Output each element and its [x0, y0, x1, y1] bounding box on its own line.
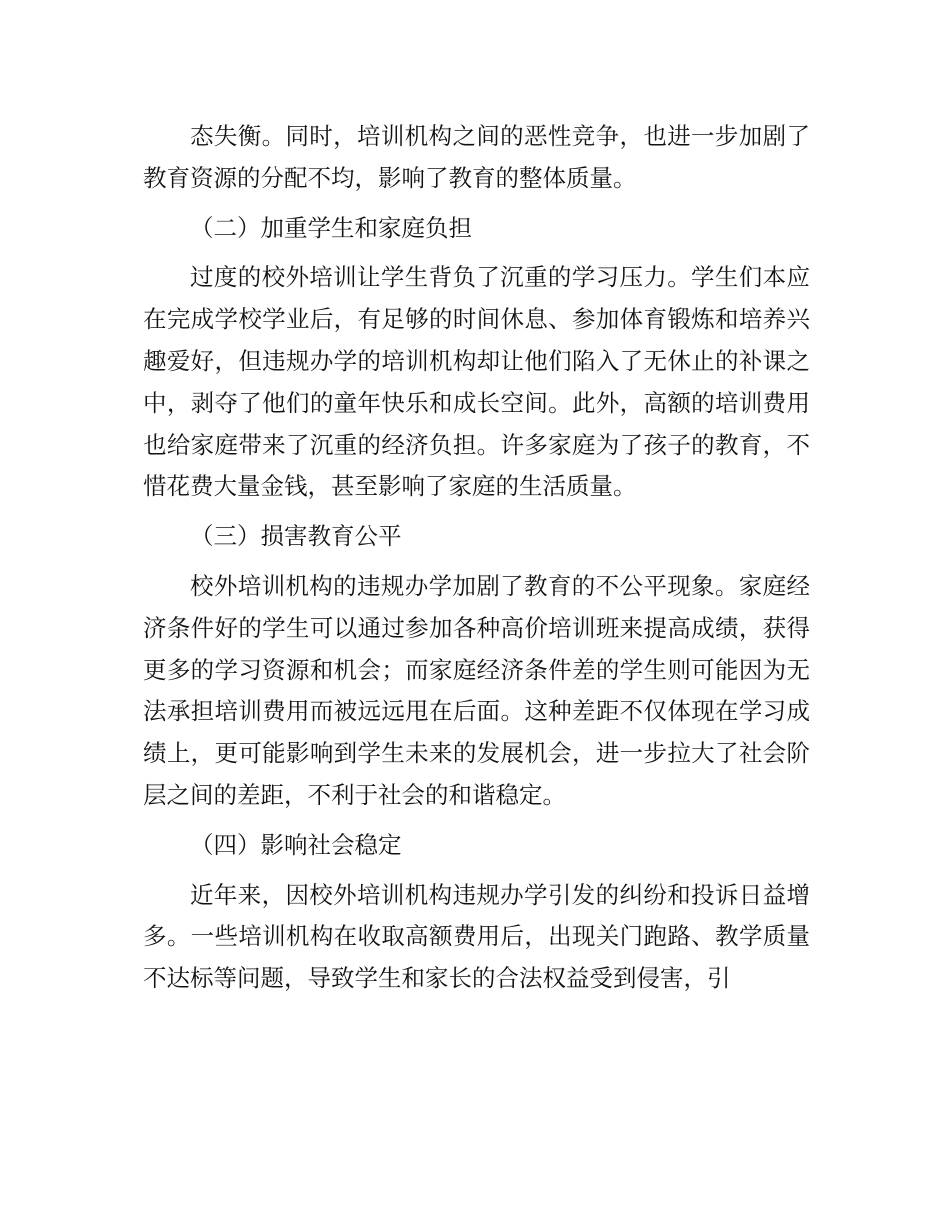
paragraph-gap	[143, 200, 810, 208]
paragraph-gap	[143, 558, 810, 566]
document-body	[143, 116, 810, 1000]
section-heading-4: （四）影响社会稳定	[190, 830, 402, 859]
paragraph-continuation: 态失衡。同时，培训机构之间的恶性竞争，也进一步加剧了教育资源的分配不均，影响了教育的整体质量。	[143, 122, 810, 192]
paragraph-burden: 过度的校外培训让学生背负了沉重的学习压力。学生们本应在完成学校学业后，有足够的时间休息、参加体育锻炼和培养兴趣爱好，但违规办学的培训机构却让他们陷入了无休止的补课之中，剥夺了他们的童年快乐和成长空间。此外，高额的培训费用也给家庭带来了沉重的经济负担。许多家庭为了孩子的教育，不惜花费大量金钱，甚至影响了家庭的生活质量。	[143, 263, 810, 501]
section-heading-3: （三）损害教育公平	[190, 522, 402, 551]
paragraph-fairness: 校外培训机构的违规办学加剧了教育的不公平现象。家庭经济条件好的学生可以通过参加各种高价培训班来提高成绩，获得更多的学习资源和机会；而家庭经济条件差的学生则可能因为无法承担培训费用而被远远甩在后面。这种差距不仅体现在学习成绩上，更可能影响到学生未来的发展机会，进一步拉大了社会阶层之间的差距，不利于社会的和谐稳定。	[143, 571, 810, 809]
paragraph-gap	[143, 508, 810, 516]
section-heading-2: （二）加重学生和家庭负担	[190, 213, 472, 242]
paragraph-stability: 近年来，因校外培训机构违规办学引发的纠纷和投诉日益增多。一些培训机构在收取高额费用后，出现关门跑路、教学质量不达标等问题，导致学生和家长的合法权益受到侵害，引	[143, 880, 810, 993]
paragraph-gap	[143, 867, 810, 875]
paragraph-gap	[143, 249, 810, 257]
paragraph-gap	[143, 817, 810, 825]
